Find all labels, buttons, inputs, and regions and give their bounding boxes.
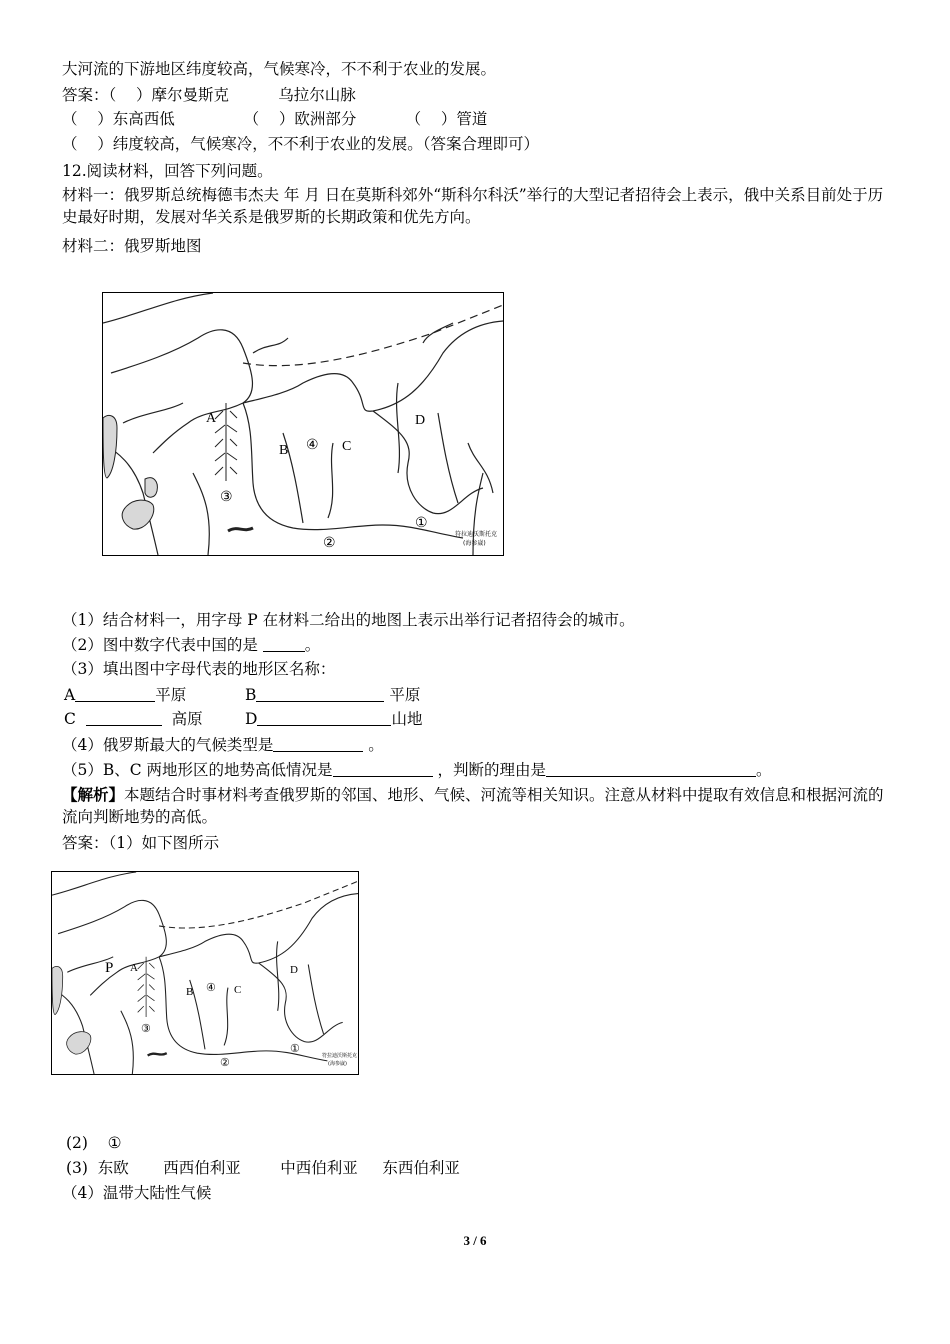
- question-3-c: C 高原: [64, 710, 203, 728]
- question-5: （5）B、C 两地形区的地势高低情况是 ，判断的理由是 。: [62, 761, 772, 779]
- material-two-label: 材料二：俄罗斯地图: [62, 237, 202, 255]
- map-label-d: D: [415, 413, 426, 428]
- question-1: （1）结合材料一，用字母 P 在材料二给出的地图上表示出举行记者招待会的城市。: [62, 611, 635, 629]
- answer-4: （4）温带大陆性气候: [62, 1184, 212, 1202]
- map-label-p: P: [105, 960, 114, 976]
- question-4: （4）俄罗斯最大的气候类型是 。: [62, 736, 384, 754]
- answer-blank[interactable]: [263, 635, 305, 652]
- answer-line: 答案：（ ）摩尔曼斯克 乌拉尔山脉: [62, 86, 356, 104]
- map-label-3: ③: [141, 1022, 151, 1035]
- answer-blank[interactable]: [256, 685, 384, 702]
- answer-line: （ ）东高西低 （ ）欧洲部分 （ ）管道: [62, 110, 488, 128]
- map-note: 符拉迪沃斯托克: [455, 531, 498, 538]
- answer-line: （ ）纬度较高，气候寒冷，不不利于农业的发展。（答案合理即可）: [62, 135, 539, 153]
- map-label-4: ④: [206, 981, 216, 994]
- question-3-b: B 平原: [245, 686, 421, 704]
- map-note: 符拉迪沃斯托克: [322, 1053, 358, 1059]
- map-note: (海参崴): [463, 540, 486, 547]
- map-label-2: ②: [323, 535, 336, 551]
- answer-3: (3) 东欧 西西伯利亚 中西伯利亚 东西伯利亚: [66, 1159, 460, 1177]
- analysis: 【解析】本题结合时事材料考查俄罗斯的邻国、地形、气候、河流等相关知识。注意从材料中提取有效信息和根据河流的流向判断地势的高低。: [62, 785, 884, 826]
- map-label-d: D: [290, 964, 298, 976]
- answer-blank[interactable]: [75, 685, 155, 702]
- page-number: 3 / 6: [463, 1233, 487, 1248]
- map-label-1: ①: [415, 515, 428, 531]
- question-title: 12.阅读材料，回答下列问题。: [62, 162, 273, 180]
- question-2: （2）图中数字代表中国的是 。: [62, 636, 321, 654]
- map-label-1: ①: [290, 1042, 300, 1055]
- map-label-b: B: [186, 986, 194, 998]
- map-label-a: A: [206, 411, 217, 426]
- answer-blank[interactable]: [333, 760, 433, 777]
- answer-blank[interactable]: [273, 735, 363, 752]
- question-3-a: A 平原: [64, 686, 187, 704]
- map-label-c: C: [234, 984, 242, 996]
- answer-blank[interactable]: [257, 709, 391, 726]
- map-label-a: A: [130, 962, 138, 974]
- map-label-4: ④: [306, 437, 319, 453]
- map-label-c: C: [342, 439, 352, 454]
- russia-map: [102, 292, 504, 556]
- map-label-3: ③: [220, 489, 233, 505]
- answer-blank[interactable]: [546, 760, 756, 777]
- material-one: 材料一：俄罗斯总统梅德韦杰夫 年 月 日在莫斯科郊外“斯科尔科沃”举行的大型记者招待会上表示，俄中关系目前处于历史最好时期，发展对华关系是俄罗斯的长期政策和优先方向。: [62, 186, 884, 226]
- map-label-b: B: [279, 443, 289, 458]
- answer-2: (2) ①: [66, 1134, 122, 1152]
- question-3-d: D 山地: [245, 710, 423, 728]
- text-line: 大河流的下游地区纬度较高，气候寒冷，不不利于农业的发展。: [62, 60, 497, 78]
- answer-1: 答案：（1）如下图所示: [62, 834, 220, 852]
- map-note: (海参崴): [328, 1061, 347, 1067]
- question-3: （3）填出图中字母代表的地形区名称：: [62, 660, 336, 678]
- map-label-2: ②: [220, 1056, 230, 1069]
- answer-blank[interactable]: [86, 709, 162, 726]
- russia-map-answer: [51, 871, 359, 1075]
